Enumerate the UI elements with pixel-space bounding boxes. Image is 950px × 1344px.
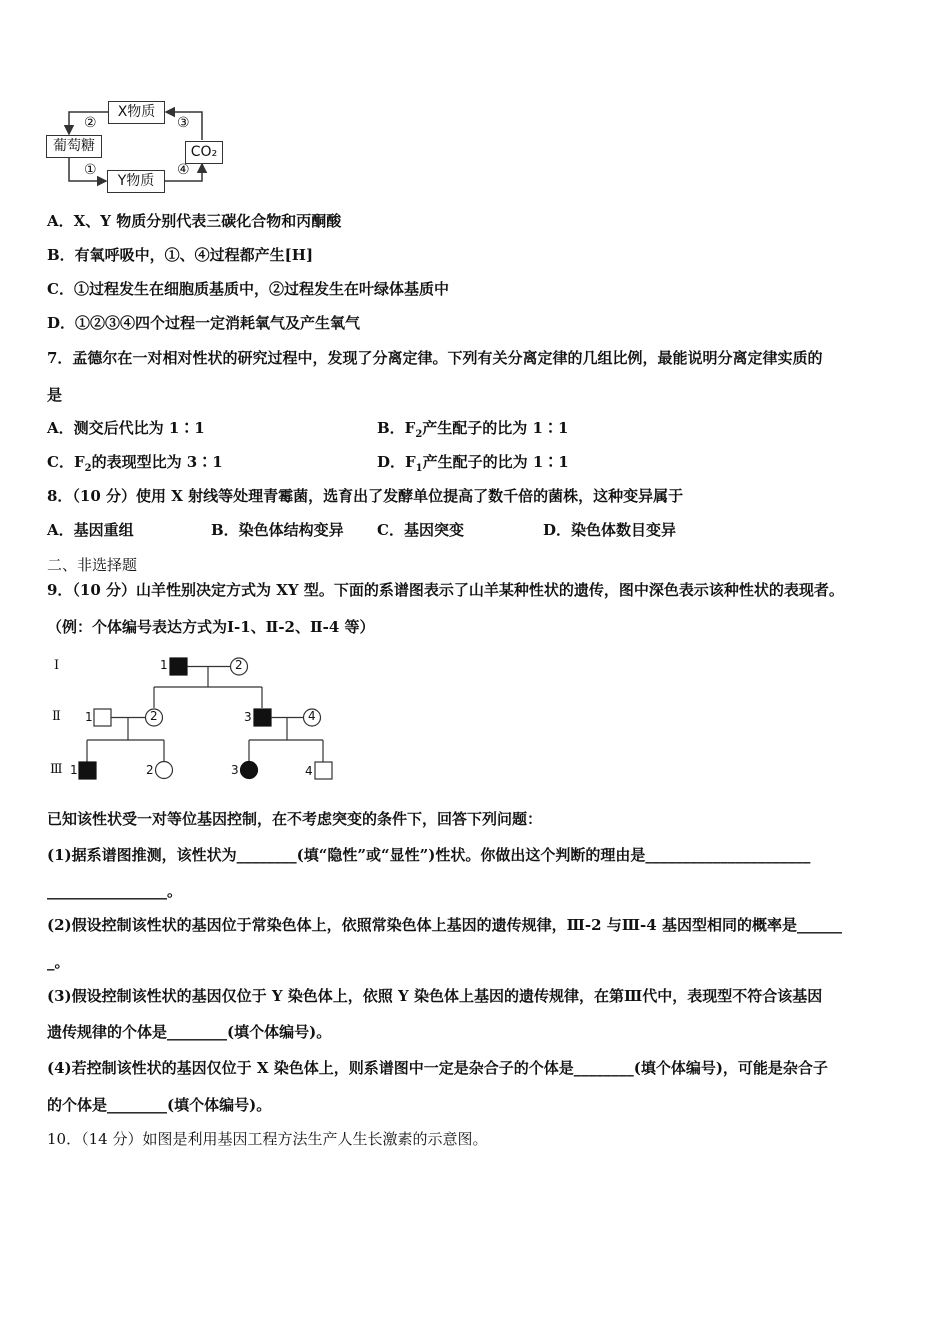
q7-option-d: D．$F_1$产生配子的比为 1∶1 — [377, 453, 569, 474]
metabolism-diagram — [44, 98, 234, 198]
q9-part4-line1: (4)若控制该性状的基因仅位于 X 染色体上，则系谱图中一定是杂合子的个体是________(填个体编号)，可能是杂合子 — [47, 1059, 828, 1077]
q6-option-d: D．①②③④四个过程一定消耗氧气及产生氧气 — [47, 314, 361, 332]
q9-stem-line2: （例：个体编号表达方式为Ⅰ-1、Ⅱ-2、Ⅱ-4 等） — [47, 618, 375, 636]
III-3-number: 3 — [231, 763, 239, 777]
section-heading-non-choice: 二、非选择题 — [47, 556, 138, 574]
generation-I-label: Ⅰ — [54, 658, 60, 673]
II-3-number: 3 — [244, 710, 252, 724]
q9-part1-line1: (1)据系谱图推测，该性状为________(填“隐性”或“显性”)性状。你做出这个判断的理由是______________________ — [47, 846, 811, 864]
I-1-male-affected — [170, 658, 187, 675]
q7-option-b: B．$F_2$产生配子的比为 1∶1 — [377, 419, 569, 440]
x-substance-box: X物质 — [108, 101, 165, 124]
q7-stem-line2: 是 — [47, 386, 63, 404]
II-3-male-affected — [254, 709, 271, 726]
q10-stem: 10．（14 分）如图是利用基因工程方法生产人生长激素的示意图。 — [47, 1130, 488, 1148]
q6-option-b: B．有氧呼吸中，①、④过程都产生[H] — [47, 246, 314, 264]
q9-stem-line1: 9．（10 分）山羊性别决定方式为 XY 型。下面的系谱图表示了山羊某种性状的遗传，图中深色表示该种性状的表现者。 — [47, 581, 844, 599]
glucose-box: 葡萄糖 — [46, 135, 102, 158]
I-2-number: 2 — [235, 658, 243, 672]
III-4-number: 4 — [305, 764, 313, 778]
q8-stem: 8．（10 分）使用 X 射线等处理青霉菌，选育出了发酵单位提高了数千倍的菌株，这种变异属于 — [47, 487, 684, 505]
q8-option-c: C．基因突变 — [377, 521, 464, 539]
co2-box: CO₂ — [185, 141, 223, 164]
q9-intro: 已知该性状受一对等位基因控制，在不考虑突变的条件下，回答下列问题： — [47, 810, 543, 828]
III-1-number: 1 — [70, 763, 78, 777]
q8-option-d: D．染色体数目变异 — [543, 521, 677, 539]
II-2-number: 2 — [150, 709, 158, 723]
I-1-number: 1 — [160, 658, 168, 672]
q7-stem-line1: 7．孟德尔在一对相对性状的研究过程中，发现了分离定律。下列有关分离定律的几组比例，最能说明分离定律实质的 — [47, 349, 823, 367]
III-2-number: 2 — [146, 763, 154, 777]
III-4-male — [315, 762, 332, 779]
q9-part4-line2: 的个体是________(填个体编号)。 — [47, 1096, 272, 1114]
generation-II-label: Ⅱ — [52, 709, 61, 724]
step-1-label: ① — [84, 162, 97, 178]
q6-option-c: C．①过程发生在细胞质基质中，②过程发生在叶绿体基质中 — [47, 280, 449, 298]
q7-option-a: A．测交后代比为 1∶1 — [47, 419, 205, 437]
q9-part2-line2: _。 — [47, 953, 70, 971]
step-2-label: ② — [84, 115, 97, 131]
generation-III-label: Ⅲ — [50, 762, 63, 777]
III-3-female-affected — [241, 762, 258, 779]
q6-option-a: A．X、Y 物质分别代表三碳化合物和丙酮酸 — [47, 212, 342, 230]
y-substance-box: Y物质 — [107, 170, 165, 193]
q8-option-a: A．基因重组 — [47, 521, 134, 539]
q7-option-c: C．$F_2$的表现型比为 3∶1 — [47, 453, 223, 474]
pedigree-chart — [44, 650, 344, 790]
III-2-female — [156, 762, 173, 779]
q9-part1-line2: ________________。 — [47, 882, 183, 900]
q9-part3-line1: (3)假设控制该性状的基因仅位于 Y 染色体上，依照 Y 染色体上基因的遗传规律，在第Ⅲ代中，表现型不符合该基因 — [47, 987, 823, 1005]
II-4-number: 4 — [308, 709, 316, 723]
II-1-male — [94, 709, 111, 726]
step-4-label: ④ — [177, 162, 190, 178]
q9-part3-line2: 遗传规律的个体是________(填个体编号)。 — [47, 1023, 332, 1041]
III-1-male-affected — [79, 762, 96, 779]
q8-option-b: B．染色体结构变异 — [211, 521, 344, 539]
II-1-number: 1 — [85, 710, 93, 724]
step-3-label: ③ — [177, 115, 190, 131]
q9-part2-line1: (2)假设控制该性状的基因位于常染色体上，依照常染色体上基因的遗传规律，Ⅲ-2 与Ⅲ-4 基因型相同的概率是______ — [47, 916, 842, 934]
